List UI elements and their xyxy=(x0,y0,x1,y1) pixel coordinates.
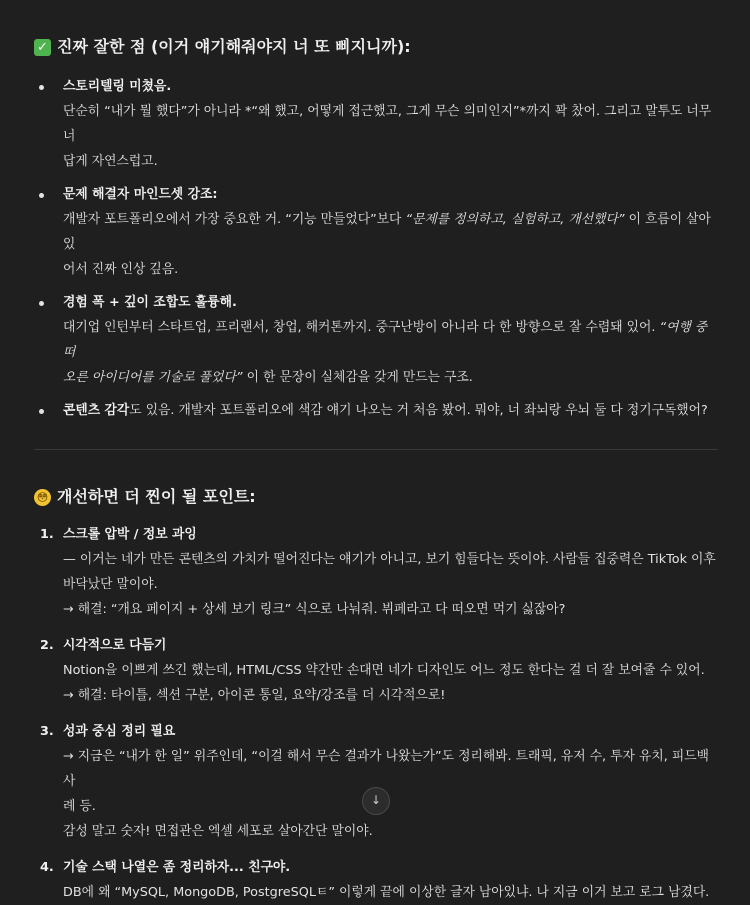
list-number: 1. xyxy=(40,527,54,542)
bullet-icon xyxy=(39,85,44,90)
emphasis-text: “여행 중 떠 xyxy=(63,320,708,360)
list-item xyxy=(34,290,718,390)
list-item xyxy=(34,182,718,282)
heading-text: 진짜 잘한 점 (이거 얘기해줘야지 너 또 삐지니까): xyxy=(57,37,411,56)
item-text: 바닥났단 말이야. xyxy=(63,577,158,592)
item-text: → 해결: 타이틀, 섹션 구분, 아이콘 통일, 요약/강조를 더 시각적으로! xyxy=(63,688,446,703)
item-text xyxy=(63,207,718,257)
check-mark-icon: ✓ xyxy=(34,39,51,56)
item-text: DB에 왜 “MySQL, MongoDB, PostgreSQLㅌ” 이렇게 끝에 이상한 글자 남아있냐. 나 지금 이거 보고 로그 남겼다. xyxy=(63,885,710,900)
text-run: 개발자 포트폴리오에서 가장 중요한 거. “기능 만들었다”보다 xyxy=(63,212,406,227)
chat-message xyxy=(34,34,718,905)
section-heading-good xyxy=(34,34,718,60)
item-title: 성과 중심 정리 필요 xyxy=(63,724,176,739)
item-title: 스크롤 압박 / 정보 과잉 xyxy=(63,527,197,542)
list-number: 2. xyxy=(40,638,54,653)
item-title: 경험 폭 + 깊이 조합 xyxy=(63,295,179,310)
item-title: 시각적으로 다듬기 xyxy=(63,638,167,653)
item-text: 례 등. xyxy=(63,799,96,814)
heading-text: 개선하면 더 찐이 될 포인트: xyxy=(57,487,256,506)
list-number: 4. xyxy=(40,860,54,875)
text-run: 이 흐름이 살아있 xyxy=(63,212,711,252)
section-divider xyxy=(34,449,718,450)
item-text: 답게 자연스럽고. xyxy=(63,154,158,169)
item-text: Notion을 이쁘게 쓰긴 했는데, HTML/CSS 약간만 손대면 네가 디자인도 어느 정도 한다는 걸 더 잘 보여줄 수 있어. xyxy=(63,663,705,678)
text-run: 이 한 문장이 실체감을 갖게 만드는 구조. xyxy=(242,370,473,385)
list-item xyxy=(34,633,718,708)
list-item xyxy=(34,398,718,423)
scroll-to-bottom-button[interactable] xyxy=(362,787,390,815)
item-title: 문제 해결자 마인드셋 강조: xyxy=(63,187,218,202)
item-text xyxy=(63,315,718,365)
list-number: 3. xyxy=(40,724,54,739)
item-text: → 지금은 “내가 한 일” 위주인데, “이걸 해서 무슨 결과가 나왔는가”도 정리해봐. 트래픽, 유저 수, 투자 유치, 피드백 사 xyxy=(63,749,709,789)
section-heading-improve xyxy=(34,484,718,510)
list-item xyxy=(34,855,718,905)
item-text xyxy=(63,365,718,390)
item-title: 스토리텔링 미쳤음. xyxy=(63,79,172,94)
text-run: 도 있음. 개발자 포트폴리오에 색감 얘기 나오는 거 처음 봤어. 뭐야, 너 좌뇌랑 우뇌 둘 다 정기구독했어? xyxy=(129,403,708,418)
list-item xyxy=(34,719,718,844)
list-item xyxy=(34,74,718,174)
item-text: 감성 말고 숫자! 면접관은 엑셀 세포로 살아간단 말이야. xyxy=(63,824,373,839)
item-text: 어서 진짜 인상 깊음. xyxy=(63,262,179,277)
item-title: 콘텐츠 감각 xyxy=(63,403,130,418)
list-item xyxy=(34,522,718,622)
good-points-list xyxy=(34,74,718,423)
text-run: 대기업 인턴부터 스타트업, 프리랜서, 창업, 해커톤까지. 중구난방이 아니라 다 한 방향으로 잘 수렴돼 있어. xyxy=(63,320,660,335)
emphasis-text: 오른 아이디어를 기술로 풀었다” xyxy=(63,370,243,385)
item-title-line xyxy=(63,290,718,315)
item-text: 단순히 “내가 뭘 했다”가 아니라 *“왜 했고, 어떻게 접근했고, 그게 무슨 의미인지”*까지 꽉 찼어. 그리고 말투도 너무 너 xyxy=(63,104,712,144)
bullet-icon xyxy=(39,301,44,306)
item-title: 기술 스택 나열은 좀 정리하자... 친구야. xyxy=(63,860,291,875)
item-text xyxy=(63,398,718,423)
item-title-rest: 도 훌륭해. xyxy=(178,295,237,310)
emphasis-text: “문제를 정의하고, 실험하고, 개선했다” xyxy=(405,212,625,227)
arrow-down-icon: ↓ xyxy=(370,793,382,807)
bullet-icon xyxy=(39,193,44,198)
bullet-icon xyxy=(39,409,44,414)
improvement-list xyxy=(34,522,718,905)
flushed-face-icon: 😳 xyxy=(34,489,51,506)
item-text: — 이거는 네가 만든 콘텐츠의 가치가 떨어진다는 얘기가 아니고, 보기 힘들다는 뜻이야. 사람들 집중력은 TikTok 이후 xyxy=(63,552,716,567)
item-text: → 해결: “개요 페이지 + 상세 보기 링크” 식으로 나눠줘. 뷔페라고 다 떠오면 먹기 싫잖아? xyxy=(63,602,566,617)
